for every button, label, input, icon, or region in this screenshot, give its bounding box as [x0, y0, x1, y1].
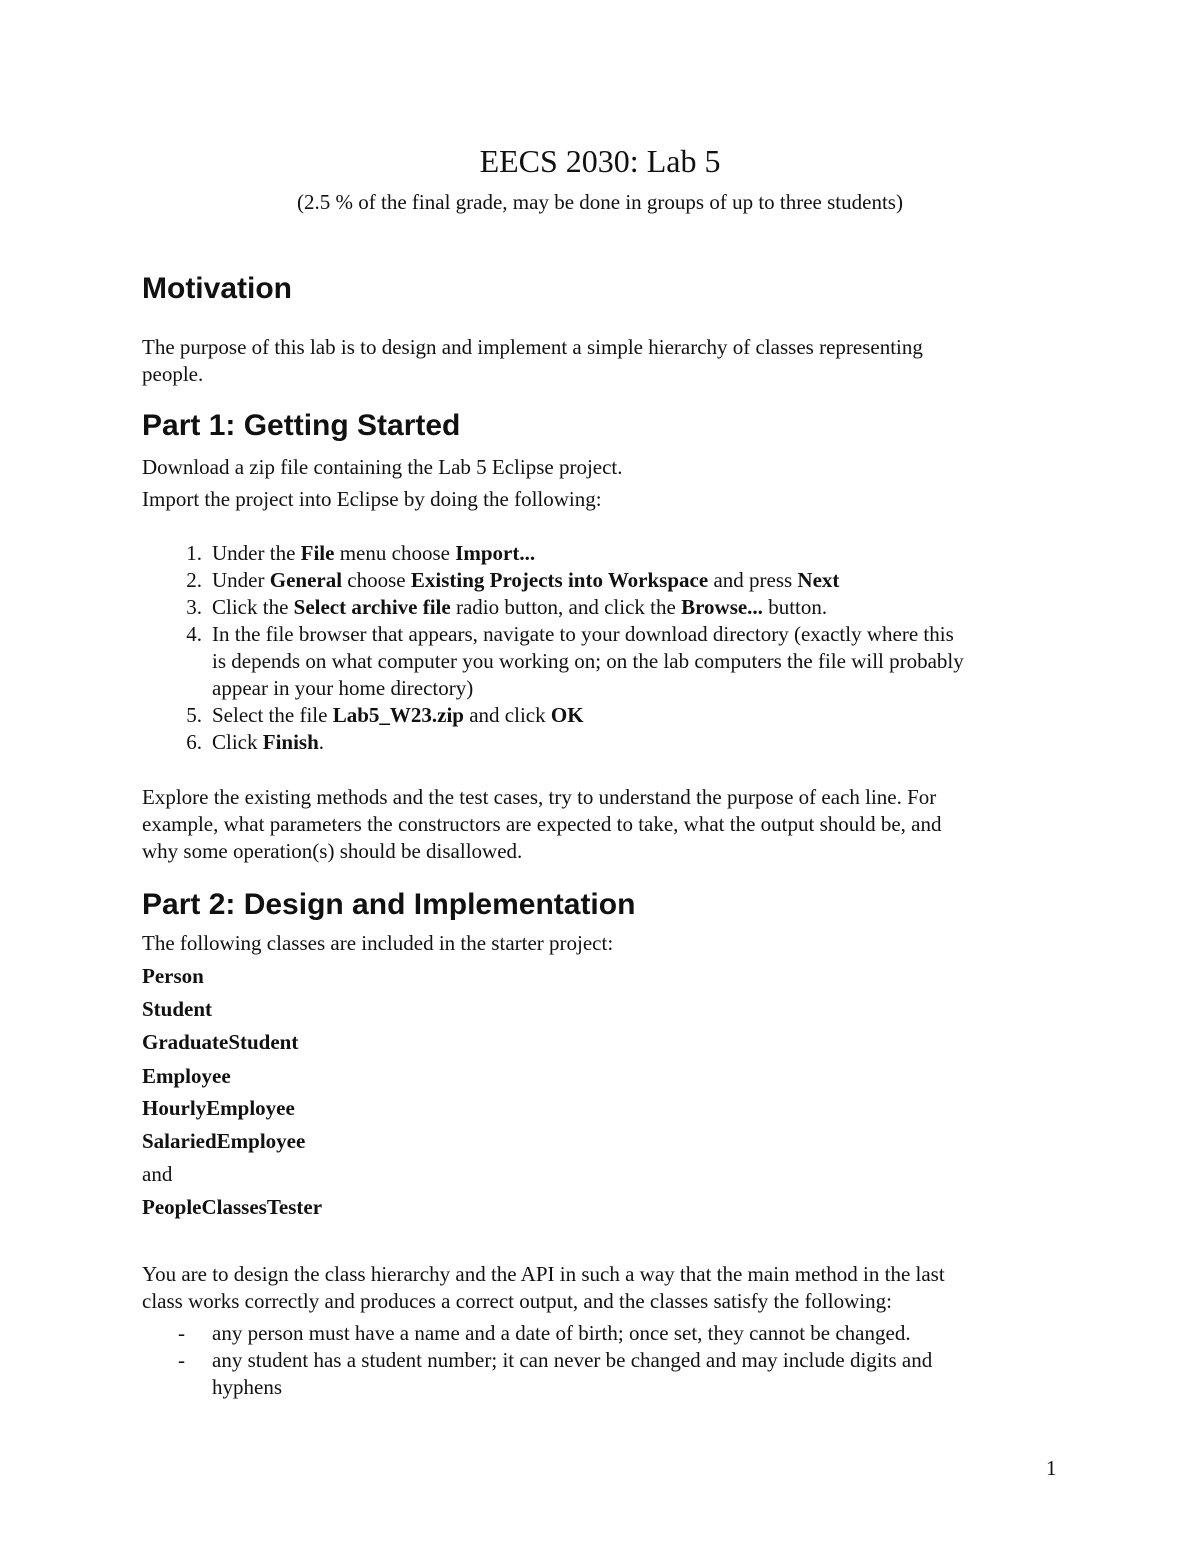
- explore-line-3: why some operation(s) should be disallowed.: [142, 839, 523, 863]
- motivation-line-2: people.: [142, 362, 204, 386]
- step-2-text: Under General choose Existing Projects into Workspace and press Next: [212, 568, 840, 592]
- explore-line-1: Explore the existing methods and the test cases, try to understand the purpose of each line. For: [142, 785, 937, 809]
- class-name: GraduateStudent: [142, 1030, 299, 1054]
- part2-heading: Part 2: Design and Implementation: [142, 888, 636, 921]
- step-number: 4.: [186, 622, 202, 646]
- step-4-line-3: appear in your home directory): [212, 676, 474, 700]
- bullet-dash: -: [178, 1348, 185, 1372]
- and-text: and: [142, 1162, 173, 1186]
- bullet-dash: -: [178, 1321, 185, 1345]
- motivation-line-1: The purpose of this lab is to design and implement a simple hierarchy of classes representing: [142, 335, 923, 359]
- step-number: 5.: [186, 703, 202, 727]
- step-4-line-2: is depends on what computer you working on; on the lab computers the file will probably: [212, 649, 964, 673]
- bullet-1-text: any person must have a name and a date of birth; once set, they cannot be changed.: [212, 1321, 911, 1345]
- class-name: HourlyEmployee: [142, 1096, 295, 1120]
- step-3-text: Click the Select archive file radio button, and click the Browse... button.: [212, 595, 828, 619]
- class-name: Person: [142, 964, 204, 988]
- class-name: SalariedEmployee: [142, 1129, 306, 1153]
- part2-para-line-2: class works correctly and produces a correct output, and the classes satisfy the following:: [142, 1289, 892, 1313]
- part1-heading: Part 1: Getting Started: [142, 409, 461, 442]
- explore-line-2: example, what parameters the constructors are expected to take, what the output should be, and: [142, 812, 942, 836]
- bullet-2-line-1: any student has a student number; it can never be changed and may include digits and: [212, 1348, 933, 1372]
- part1-line-2: Import the project into Eclipse by doing the following:: [142, 487, 602, 511]
- step-4-line-1: In the file browser that appears, navigate to your download directory (exactly where this: [212, 622, 954, 646]
- bullet-2-line-2: hyphens: [212, 1375, 282, 1399]
- part1-line-1: Download a zip file containing the Lab 5 Eclipse project.: [142, 455, 623, 479]
- motivation-heading: Motivation: [142, 272, 292, 305]
- step-5-text: Select the file Lab5_W23.zip and click OK: [212, 703, 584, 727]
- step-number: 2.: [186, 568, 202, 592]
- step-number: 6.: [186, 730, 202, 754]
- part2-para-line-1: You are to design the class hierarchy and the API in such a way that the main method in the last: [142, 1262, 945, 1286]
- page-title: EECS 2030: Lab 5: [479, 143, 721, 179]
- step-1-text: Under the File menu choose Import...: [212, 541, 536, 565]
- page-subtitle: (2.5 % of the final grade, may be done in groups of up to three students): [297, 190, 903, 214]
- step-number: 3.: [186, 595, 202, 619]
- step-6-text: Click Finish.: [212, 730, 325, 754]
- class-name-tester: PeopleClassesTester: [142, 1195, 323, 1219]
- part2-intro: The following classes are included in the starter project:: [142, 931, 614, 955]
- class-name: Employee: [142, 1064, 231, 1088]
- page-number: 1: [1046, 1456, 1057, 1480]
- class-name: Student: [142, 997, 213, 1021]
- step-number: 1.: [186, 541, 202, 565]
